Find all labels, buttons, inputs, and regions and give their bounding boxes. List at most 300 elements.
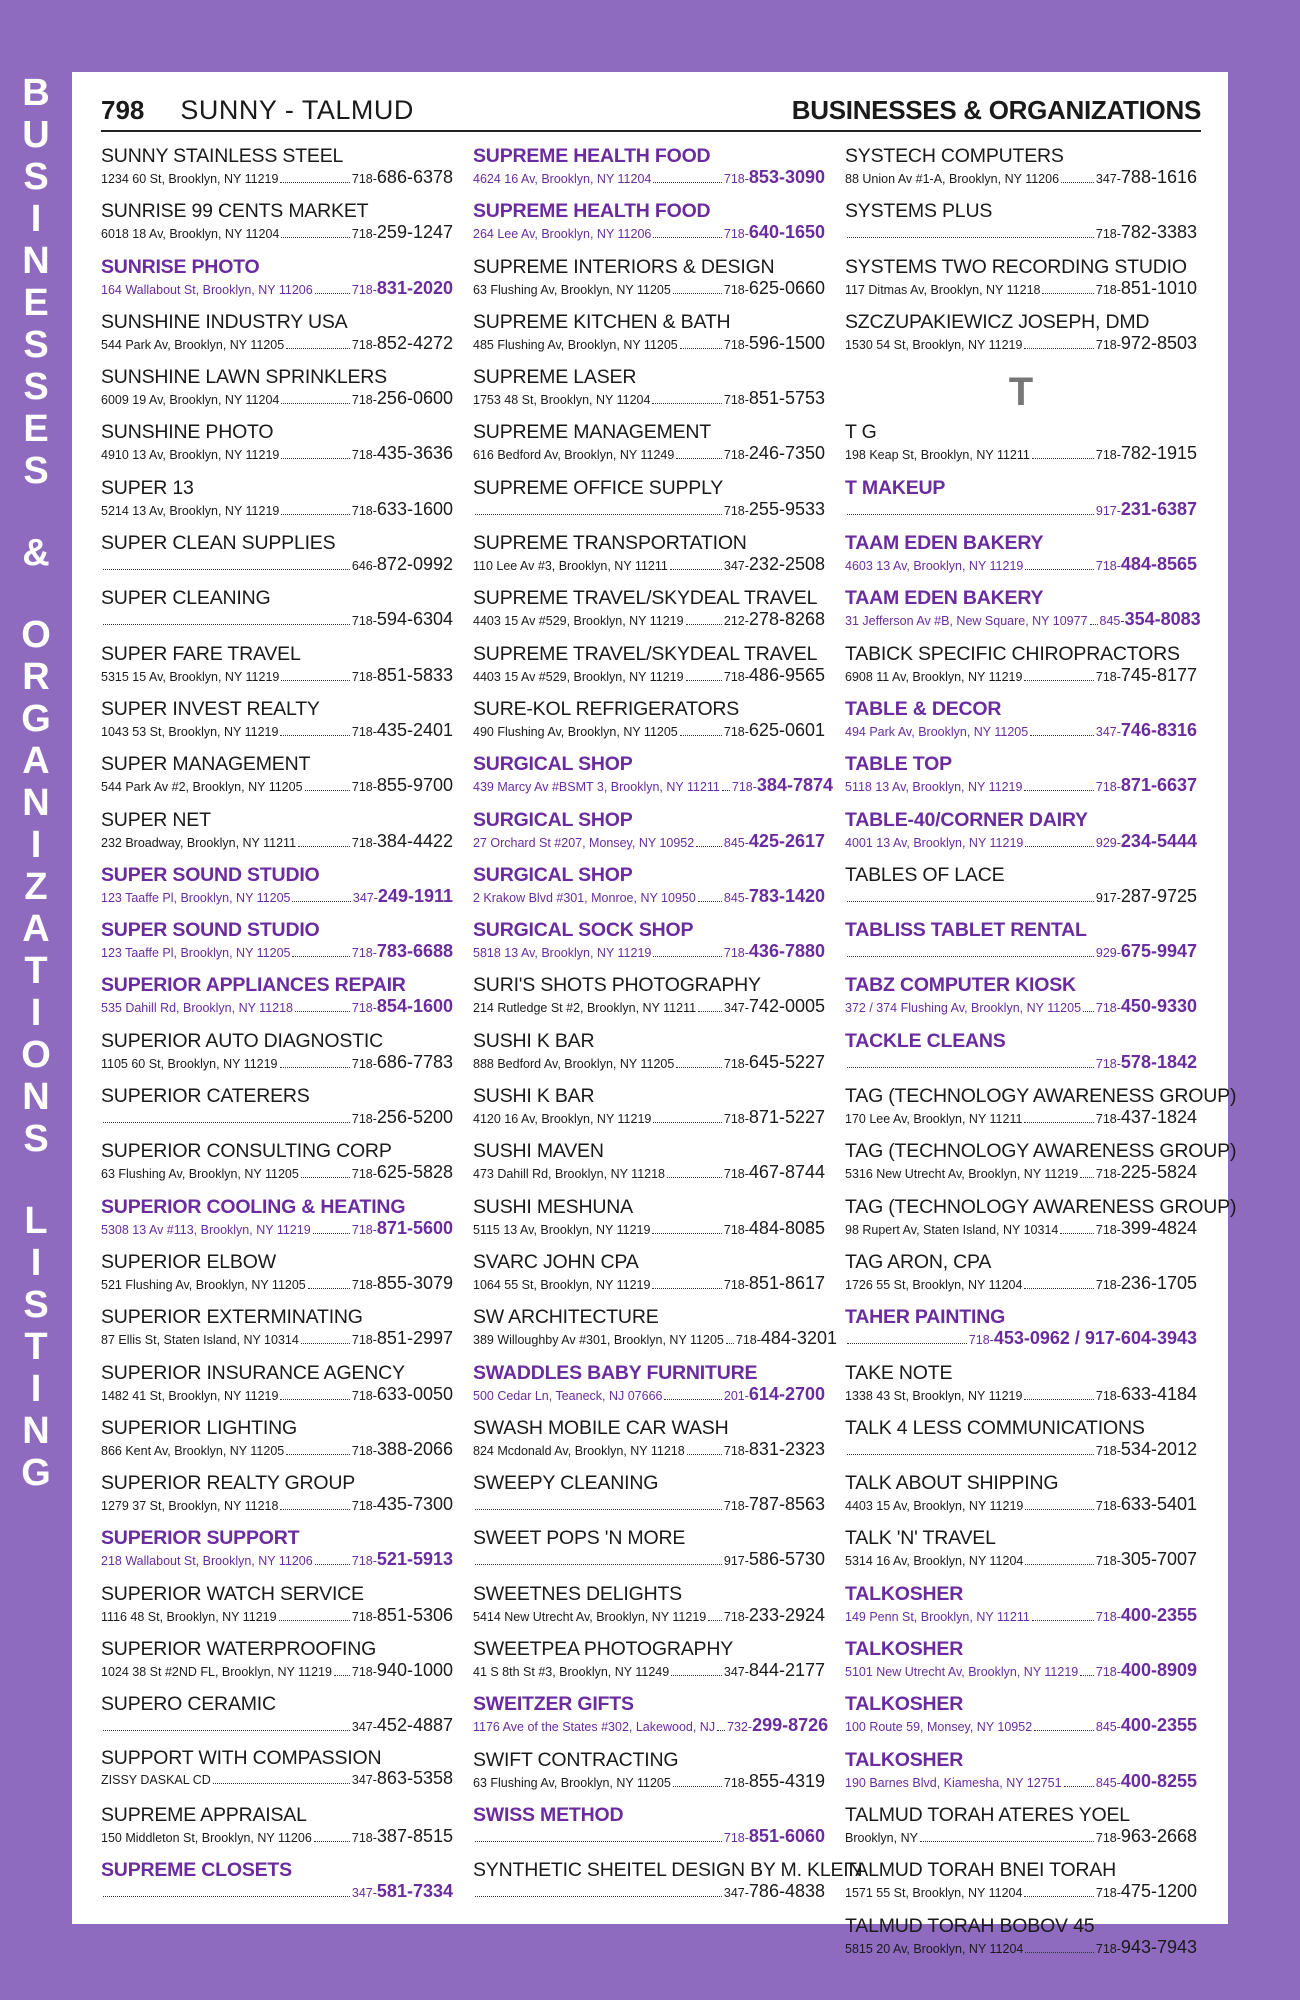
section-title: BUSINESSES & ORGANIZATIONS bbox=[791, 94, 1201, 125]
side-banner-letter: I bbox=[30, 1368, 42, 1410]
leader-dots bbox=[1090, 614, 1098, 625]
listing-entry bbox=[845, 255, 1197, 310]
phone-digits: 399-4824 bbox=[1120, 1217, 1197, 1238]
phone-number bbox=[352, 610, 453, 630]
leader-dots bbox=[286, 338, 350, 349]
area-code: 718- bbox=[351, 724, 377, 739]
area-code: 718- bbox=[351, 1056, 377, 1071]
area-code: 718- bbox=[351, 1830, 377, 1845]
leader-dots bbox=[292, 891, 350, 902]
business-address: 5315 15 Av, Brooklyn, NY 11219 bbox=[101, 669, 280, 684]
listing-entry bbox=[845, 1139, 1237, 1194]
area-code: 347- bbox=[1095, 724, 1121, 739]
listing-entry bbox=[845, 420, 1197, 475]
phone-number bbox=[352, 1550, 453, 1570]
phone-digits: 400-2355 bbox=[1120, 1715, 1197, 1736]
leader-dots bbox=[334, 1665, 350, 1676]
phone-digits: 625-0660 bbox=[748, 277, 825, 298]
side-banner-letter: S bbox=[23, 1284, 49, 1326]
leader-dots bbox=[653, 227, 722, 238]
business-address: 1338 43 St, Brooklyn, NY 11219 bbox=[845, 1388, 1023, 1403]
side-banner-letter: L bbox=[24, 1200, 48, 1242]
phone-digits: 484-8085 bbox=[748, 1217, 825, 1238]
listing-detail-line bbox=[845, 832, 1197, 852]
leader-dots bbox=[280, 1057, 350, 1068]
leader-dots bbox=[1034, 1720, 1094, 1731]
column-1 bbox=[101, 144, 453, 1969]
phone-digits: 831-2323 bbox=[748, 1438, 825, 1459]
phone-number bbox=[352, 721, 453, 741]
business-address: 389 Willoughby Av #301, Brooklyn, NY 11205 bbox=[473, 1333, 724, 1348]
leader-dots bbox=[280, 172, 349, 183]
business-address: 888 Bedford Av, Brooklyn, NY 11205 bbox=[473, 1056, 675, 1071]
business-address: 1116 48 St, Brooklyn, NY 11219 bbox=[101, 1609, 277, 1624]
phone-number bbox=[724, 1219, 825, 1239]
phone-digits: 943-7943 bbox=[1120, 1936, 1197, 1957]
listing-detail-line bbox=[845, 887, 1197, 907]
business-name: SWEEPY CLEANING bbox=[473, 1472, 659, 1495]
listing-entry bbox=[101, 420, 453, 475]
listing-entry bbox=[473, 144, 825, 199]
listing-detail-line bbox=[845, 609, 1201, 630]
business-address: 264 Lee Av, Brooklyn, NY 11206 bbox=[473, 227, 652, 242]
leader-dots bbox=[103, 1720, 350, 1731]
business-address: 500 Cedar Ln, Teaneck, NJ 07666 bbox=[473, 1388, 663, 1403]
leader-dots bbox=[1025, 559, 1094, 570]
phone-digits: 852-4272 bbox=[376, 332, 453, 353]
listing-detail-line bbox=[473, 1274, 825, 1294]
business-name: SUPER NET bbox=[101, 808, 211, 831]
business-name: SUPERIOR ELBOW bbox=[101, 1250, 276, 1273]
leader-dots bbox=[1080, 1167, 1094, 1178]
phone-number bbox=[352, 1385, 453, 1405]
listing-entry bbox=[845, 1858, 1197, 1913]
business-address: 164 Wallabout St, Brooklyn, NY 11206 bbox=[101, 282, 313, 297]
area-code: 718- bbox=[968, 1333, 994, 1348]
business-name: SUPER INVEST REALTY bbox=[101, 697, 320, 720]
phone-number bbox=[1096, 776, 1197, 796]
area-code: 718- bbox=[351, 614, 377, 629]
phone-number bbox=[724, 389, 825, 409]
phone-number bbox=[1096, 500, 1197, 520]
listing-detail-line bbox=[101, 168, 453, 188]
business-address: 1064 55 St, Brooklyn, NY 11219 bbox=[473, 1277, 651, 1292]
phone-digits: 225-5824 bbox=[1120, 1162, 1197, 1183]
listing-detail-line bbox=[473, 1440, 825, 1460]
area-code: 718- bbox=[351, 227, 377, 242]
area-code: 212- bbox=[723, 614, 749, 629]
phone-digits: 844-2177 bbox=[748, 1660, 825, 1681]
business-name: TABLISS TABLET RENTAL bbox=[845, 919, 1087, 942]
business-address: 490 Flushing Av, Brooklyn, NY 11205 bbox=[473, 724, 678, 739]
phone-number bbox=[1096, 1606, 1197, 1626]
business-address: 4403 15 Av #529, Brooklyn, NY 11219 bbox=[473, 669, 684, 684]
listing-detail-line bbox=[473, 1772, 825, 1792]
leader-dots bbox=[1025, 1499, 1094, 1510]
business-name: SUPERIOR SUPPORT bbox=[101, 1527, 300, 1550]
listing-entry bbox=[473, 697, 825, 752]
area-code: 845- bbox=[723, 890, 749, 905]
phone-digits: 851-8617 bbox=[748, 1272, 825, 1293]
leader-dots bbox=[1024, 1389, 1093, 1400]
phone-digits: 384-7874 bbox=[756, 775, 833, 796]
listing-entry bbox=[101, 1748, 453, 1803]
leader-dots bbox=[652, 393, 721, 404]
phone-number bbox=[724, 1108, 825, 1128]
phone-number bbox=[1096, 1882, 1197, 1902]
business-name: TALMUD TORAH ATERES YOEL bbox=[845, 1803, 1130, 1826]
listing-entry bbox=[473, 1029, 825, 1084]
listing-entry bbox=[845, 1914, 1197, 1969]
listing-detail-line bbox=[473, 500, 825, 520]
phone-digits: 231-6387 bbox=[1120, 498, 1197, 519]
area-code: 718- bbox=[351, 1112, 377, 1127]
business-name: SUSHI MESHUNA bbox=[473, 1195, 633, 1218]
area-code: 718- bbox=[351, 1222, 377, 1237]
business-name: SUPREME CLOSETS bbox=[101, 1859, 292, 1882]
leader-dots bbox=[1080, 1665, 1094, 1676]
listing-detail-line bbox=[473, 389, 825, 409]
side-banner-letter: G bbox=[21, 1452, 51, 1494]
phone-digits: 831-2020 bbox=[376, 277, 453, 298]
area-code: 718- bbox=[351, 1333, 377, 1348]
listing-detail-line bbox=[101, 1769, 453, 1789]
listing-detail-line bbox=[473, 997, 825, 1017]
phone-digits: 788-1616 bbox=[1120, 167, 1197, 187]
phone-number bbox=[724, 279, 825, 299]
phone-number bbox=[724, 1550, 825, 1570]
listing-entry bbox=[101, 752, 453, 807]
business-name: SUPER MANAGEMENT bbox=[101, 753, 311, 776]
phone-number bbox=[1096, 1440, 1197, 1460]
phone-digits: 963-2668 bbox=[1120, 1825, 1197, 1846]
side-banner bbox=[0, 72, 72, 1922]
phone-number bbox=[724, 1274, 825, 1294]
phone-digits: 633-5401 bbox=[1120, 1494, 1197, 1515]
business-name: SURE-KOL REFRIGERATORS bbox=[473, 697, 740, 720]
leader-dots bbox=[475, 1499, 722, 1510]
listing-entry bbox=[473, 1526, 825, 1581]
side-banner-letter: I bbox=[30, 1242, 42, 1284]
business-name: SWASH MOBILE CAR WASH bbox=[473, 1416, 729, 1439]
business-address: 494 Park Av, Brooklyn, NY 11205 bbox=[845, 724, 1029, 739]
business-name: SUNSHINE PHOTO bbox=[101, 421, 274, 444]
listing-detail-line bbox=[473, 1715, 829, 1736]
business-name: SUPERIOR WATCH SERVICE bbox=[101, 1582, 364, 1605]
business-name: SYSTEMS TWO RECORDING STUDIO bbox=[845, 255, 1187, 278]
business-address: 521 Flushing Av, Brooklyn, NY 11205 bbox=[101, 1277, 306, 1292]
listing-detail-line bbox=[845, 444, 1197, 464]
phone-number bbox=[352, 444, 453, 464]
phone-digits: 871-5227 bbox=[748, 1107, 825, 1128]
area-code: 646- bbox=[351, 559, 377, 574]
business-name: SWADDLES BABY FURNITURE bbox=[473, 1361, 758, 1384]
business-name: SUPER SOUND STUDIO bbox=[101, 863, 320, 886]
phone-number bbox=[1096, 223, 1197, 243]
business-name: SUPERIOR EXTERMINATING bbox=[101, 1306, 363, 1329]
business-name: SUPREME INTERIORS & DESIGN bbox=[473, 255, 775, 278]
listing-entry bbox=[473, 642, 825, 697]
phone-digits: 633-1600 bbox=[376, 498, 453, 519]
area-code: 718- bbox=[731, 780, 757, 795]
listing-detail-line bbox=[101, 721, 453, 741]
listing-entry bbox=[101, 476, 453, 531]
listing-detail-line bbox=[101, 1882, 453, 1902]
leader-dots bbox=[676, 1057, 722, 1068]
listing-entry bbox=[101, 697, 453, 752]
business-address: 535 Dahill Rd, Brooklyn, NY 11218 bbox=[101, 1001, 294, 1016]
side-banner-letter: G bbox=[21, 698, 51, 740]
area-code: 718- bbox=[1095, 1886, 1121, 1901]
business-name: TALK 'N' TRAVEL bbox=[845, 1527, 996, 1550]
leader-dots bbox=[717, 1720, 725, 1731]
area-code: 718- bbox=[1095, 1830, 1121, 1845]
leader-dots bbox=[292, 946, 349, 957]
listing-entry bbox=[101, 1361, 453, 1416]
side-banner-letter: S bbox=[23, 450, 49, 492]
listing-entry bbox=[473, 1250, 825, 1305]
business-address: 616 Bedford Av, Brooklyn, NY 11249 bbox=[473, 448, 675, 463]
phone-digits: 437-1824 bbox=[1120, 1107, 1197, 1128]
listing-entry bbox=[845, 863, 1197, 918]
phone-digits: 236-1705 bbox=[1120, 1272, 1197, 1293]
listing-detail-line bbox=[101, 389, 453, 409]
phone-digits: 450-9330 bbox=[1120, 996, 1197, 1017]
listing-entry bbox=[473, 1471, 825, 1526]
phone-number bbox=[352, 1163, 453, 1183]
business-name: SURGICAL SHOP bbox=[473, 753, 633, 776]
phone-number bbox=[724, 500, 825, 520]
leader-dots bbox=[673, 1776, 722, 1787]
phone-number bbox=[724, 721, 825, 741]
area-code: 845- bbox=[1099, 614, 1125, 629]
business-name: TALK 4 LESS COMMUNICATIONS bbox=[845, 1416, 1145, 1439]
leader-dots bbox=[667, 1167, 722, 1178]
business-name: T G bbox=[845, 421, 877, 444]
phone-number bbox=[352, 1827, 453, 1847]
side-banner-letter: & bbox=[22, 532, 50, 574]
area-code: 929- bbox=[1095, 946, 1121, 961]
area-code: 718- bbox=[351, 669, 377, 684]
listing-entry bbox=[845, 697, 1197, 752]
side-banner-letter: N bbox=[22, 1076, 50, 1118]
leader-dots bbox=[1042, 283, 1093, 294]
listing-detail-line bbox=[473, 942, 825, 962]
business-name: SUPERIOR AUTO DIAGNOSTIC bbox=[101, 1029, 383, 1052]
phone-digits: 851-2997 bbox=[376, 1328, 453, 1349]
phone-number bbox=[352, 776, 453, 796]
side-banner-letter: I bbox=[30, 198, 42, 240]
business-name: SUPERIOR COOLING & HEATING bbox=[101, 1195, 406, 1218]
business-name: SUNNY STAINLESS STEEL bbox=[101, 145, 344, 167]
phone-digits: 467-8744 bbox=[748, 1162, 825, 1183]
phone-digits: 256-0600 bbox=[376, 388, 453, 409]
leader-dots bbox=[847, 227, 1094, 238]
phone-number bbox=[724, 1661, 825, 1681]
area-code: 718- bbox=[723, 282, 749, 297]
listing-entry bbox=[845, 476, 1197, 531]
business-address: 5118 13 Av, Brooklyn, NY 11219 bbox=[845, 780, 1023, 795]
business-address: 190 Barnes Blvd, Kiamesha, NY 12751 bbox=[845, 1775, 1062, 1790]
phone-number bbox=[352, 1495, 453, 1515]
listing-detail-line bbox=[473, 279, 825, 299]
phone-digits: 855-4319 bbox=[748, 1770, 825, 1791]
phone-digits: 851-6060 bbox=[748, 1825, 825, 1846]
business-name: TAG ARON, CPA bbox=[845, 1250, 992, 1273]
phone-digits: 249-1911 bbox=[377, 885, 453, 906]
business-name: SURGICAL SOCK SHOP bbox=[473, 919, 694, 942]
business-name: SWEET POPS 'N MORE bbox=[473, 1527, 686, 1550]
leader-dots bbox=[475, 1886, 722, 1897]
side-banner-letter: I bbox=[30, 992, 42, 1034]
phone-number bbox=[724, 555, 825, 575]
listing-detail-line bbox=[473, 666, 825, 686]
area-code: 718- bbox=[1095, 1443, 1121, 1458]
listing-entry bbox=[845, 1416, 1197, 1471]
business-name: T MAKEUP bbox=[845, 476, 946, 499]
leader-dots bbox=[696, 836, 722, 847]
listing-detail-line bbox=[845, 1385, 1197, 1405]
listing-detail-line bbox=[473, 1606, 825, 1626]
business-name: SUPREME TRANSPORTATION bbox=[473, 532, 747, 555]
area-code: 718- bbox=[723, 1775, 749, 1790]
area-code: 718- bbox=[1095, 1277, 1121, 1292]
phone-number bbox=[352, 1440, 453, 1460]
phone-digits: 787-8563 bbox=[748, 1494, 825, 1515]
leader-dots bbox=[103, 1112, 350, 1123]
phone-digits: 871-5600 bbox=[376, 1217, 453, 1238]
leader-dots bbox=[1024, 670, 1093, 681]
listing-detail-line bbox=[845, 1108, 1197, 1128]
area-code: 718- bbox=[1095, 1167, 1121, 1182]
listing-detail-line bbox=[845, 555, 1197, 575]
phone-digits: 746-8316 bbox=[1120, 719, 1197, 740]
business-address: 88 Union Av #1-A, Brooklyn, NY 11206 bbox=[845, 172, 1060, 186]
business-address: 866 Kent Av, Brooklyn, NY 11205 bbox=[101, 1443, 285, 1458]
business-name: TALK ABOUT SHIPPING bbox=[845, 1472, 1059, 1495]
listing-entry bbox=[473, 1084, 825, 1139]
business-name: SUPREME LASER bbox=[473, 366, 637, 389]
phone-digits: 354-8083 bbox=[1124, 609, 1201, 630]
phone-digits: 435-7300 bbox=[376, 1494, 453, 1515]
phone-number bbox=[724, 666, 825, 686]
phone-number bbox=[352, 1274, 453, 1294]
side-banner-letter: T bbox=[24, 950, 48, 992]
area-code: 718- bbox=[351, 172, 377, 186]
leader-dots bbox=[847, 946, 1094, 957]
side-banner-letter: E bbox=[23, 408, 49, 450]
business-name: SUPREME MANAGEMENT bbox=[473, 421, 712, 444]
side-banner-letter: A bbox=[22, 740, 50, 782]
leader-dots bbox=[686, 614, 722, 625]
area-code: 718- bbox=[351, 1277, 377, 1292]
listing-entry bbox=[473, 1637, 825, 1692]
phone-digits: 299-8726 bbox=[752, 1715, 829, 1736]
business-address: 5314 16 Av, Brooklyn, NY 11204 bbox=[845, 1554, 1024, 1569]
letter-heading: T bbox=[1008, 370, 1034, 415]
listing-entry bbox=[101, 1416, 453, 1471]
business-address: 5214 13 Av, Brooklyn, NY 11219 bbox=[101, 503, 280, 518]
business-address: 5308 13 Av #113, Brooklyn, NY 11219 bbox=[101, 1222, 311, 1237]
leader-dots bbox=[1024, 1886, 1093, 1897]
phone-digits: 435-3636 bbox=[376, 443, 453, 464]
phone-number bbox=[352, 942, 453, 962]
business-name: SYNTHETIC SHEITEL DESIGN BY M. KLEIN bbox=[473, 1859, 863, 1882]
listing-entry bbox=[845, 1748, 1197, 1803]
listing-detail-line bbox=[101, 1219, 453, 1239]
phone-digits: 863-5358 bbox=[376, 1767, 453, 1788]
leader-dots bbox=[305, 780, 350, 791]
listing-detail-line bbox=[101, 1385, 453, 1405]
business-name: SUPREME HEALTH FOOD bbox=[473, 200, 711, 223]
business-address: 1105 60 St, Brooklyn, NY 11219 bbox=[101, 1056, 278, 1071]
listing-entry bbox=[101, 1029, 453, 1084]
listing-entry bbox=[101, 1858, 453, 1913]
area-code: 718- bbox=[1095, 1609, 1121, 1624]
listing-detail-line bbox=[845, 1882, 1197, 1902]
area-code: 718- bbox=[723, 1499, 749, 1514]
phone-number bbox=[1096, 1219, 1197, 1239]
leader-dots bbox=[315, 283, 350, 294]
listing-detail-line bbox=[845, 500, 1197, 520]
phone-number bbox=[352, 168, 453, 188]
area-code: 718- bbox=[723, 1112, 749, 1127]
leader-dots bbox=[1032, 1610, 1094, 1621]
area-code: 718- bbox=[723, 1167, 749, 1182]
phone-digits: 484-8565 bbox=[1120, 554, 1197, 575]
listing-entry bbox=[101, 586, 453, 641]
listing-entry bbox=[101, 973, 453, 1028]
phone-digits: 851-1010 bbox=[1120, 277, 1197, 298]
area-code: 347- bbox=[723, 1001, 749, 1016]
business-address: 1024 38 St #2ND FL, Brooklyn, NY 11219 bbox=[101, 1665, 332, 1680]
leader-dots bbox=[281, 393, 350, 404]
phone-digits: 786-4838 bbox=[748, 1881, 825, 1902]
phone-digits: 853-3090 bbox=[748, 167, 825, 187]
listing-entry bbox=[845, 918, 1197, 973]
listing-detail-line bbox=[473, 775, 833, 796]
area-code: 718- bbox=[1095, 1001, 1121, 1016]
listing-entry bbox=[473, 1582, 825, 1637]
phone-number bbox=[1096, 1661, 1197, 1681]
listing-detail-line bbox=[101, 1329, 453, 1349]
leader-dots bbox=[726, 1333, 734, 1344]
listing-detail-line bbox=[101, 887, 453, 907]
business-name: SURGICAL SHOP bbox=[473, 808, 633, 831]
listing-entry bbox=[101, 808, 453, 863]
side-banner-letter: O bbox=[21, 614, 51, 656]
phone-number bbox=[1096, 334, 1197, 354]
listing-entry bbox=[473, 1803, 825, 1858]
phone-digits: 484-3201 bbox=[760, 1328, 837, 1349]
business-name: SUPER SOUND STUDIO bbox=[101, 919, 320, 942]
area-code: 718- bbox=[351, 1167, 377, 1182]
area-code: 718- bbox=[351, 946, 377, 961]
phone-number bbox=[352, 334, 453, 354]
phone-number bbox=[352, 223, 453, 243]
business-name: TAAM EDEN BAKERY bbox=[845, 587, 1044, 610]
phone-digits: 872-0992 bbox=[376, 554, 453, 575]
business-name: SUPER FARE TRAVEL bbox=[101, 642, 301, 665]
listing-detail-line bbox=[101, 1550, 453, 1570]
leader-dots bbox=[847, 891, 1094, 902]
phone-digits: 871-6637 bbox=[1120, 775, 1197, 796]
phone-number bbox=[727, 1716, 828, 1736]
business-name: TABICK SPECIFIC CHIROPRACTORS bbox=[845, 642, 1180, 665]
business-address: 1530 54 St, Brooklyn, NY 11219 bbox=[845, 337, 1023, 352]
business-address: 1176 Ave of the States #302, Lakewood, NJ bbox=[473, 1720, 716, 1735]
leader-dots bbox=[664, 1389, 721, 1400]
